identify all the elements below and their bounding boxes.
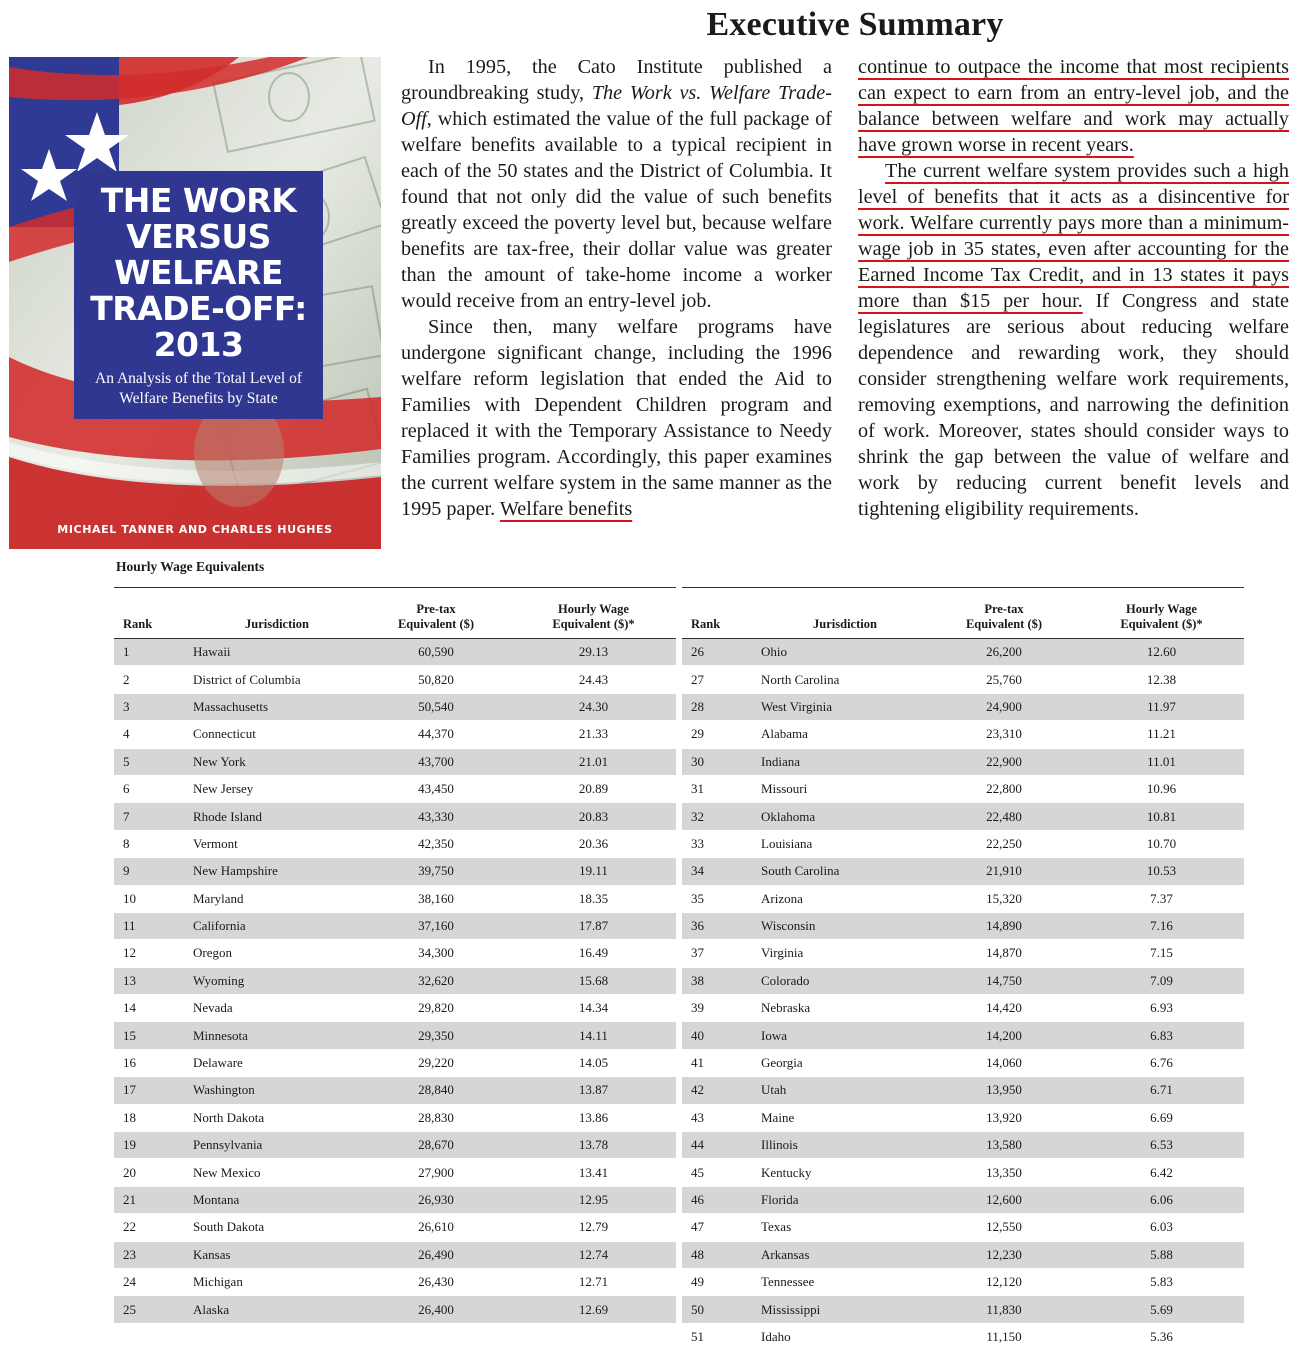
table-row [682,1104,1244,1131]
paragraph-text: Since then, many welfare programs have undergone significant change, including the 1996 welfare reform legislation that ended the Aid to Families with Dependent Children program and replaced it with the Temporary Assistance to Needy Families program. Accordingly, this paper examines the current welfare system in the same manner as the 1995 paper. [401,316,832,520]
cell-hourly: 6.76 [1079,1049,1244,1076]
cell-rank: 47 [682,1214,761,1241]
cell-rank: 15 [114,1022,193,1049]
cell-jurisdiction: Rhode Island [193,803,361,830]
cell-rank: 33 [682,830,761,857]
table-row [114,967,676,994]
table-row [682,1241,1244,1268]
cell-hourly: 6.06 [1079,1186,1244,1213]
cell-jurisdiction: Texas [761,1214,929,1241]
table-row [114,995,676,1022]
cell-pretax: 13,350 [929,1159,1079,1186]
table-row [114,885,676,912]
cell-jurisdiction: Utah [761,1077,929,1104]
cell-rank: 43 [682,1104,761,1131]
cell-jurisdiction: New Hampshire [193,858,361,885]
cell-jurisdiction: North Dakota [193,1104,361,1131]
cell-jurisdiction: Pennsylvania [193,1132,361,1159]
table-row [682,639,1244,666]
cell-jurisdiction: Michigan [193,1268,361,1295]
cell-jurisdiction: Mississippi [761,1296,929,1323]
table-row [682,775,1244,802]
cell-rank: 49 [682,1268,761,1295]
header-pretax: Pre-tax Equivalent ($) [361,588,511,639]
table-row [114,1296,676,1323]
cell-rank: 27 [682,666,761,693]
table-row [682,666,1244,693]
cell-rank: 23 [114,1241,193,1268]
cell-jurisdiction: Connecticut [193,721,361,748]
cell-hourly: 7.09 [1079,967,1244,994]
cell-hourly: 13.41 [511,1159,676,1186]
table-row [114,1241,676,1268]
table-row [114,721,676,748]
cell-hourly: 10.81 [1079,803,1244,830]
table-row [114,1104,676,1131]
cell-pretax: 28,840 [361,1077,511,1104]
cell-pretax: 12,230 [929,1241,1079,1268]
highlighted-text: The current welfare system provides such a high level of benefits that it acts as a disincentive for work. Welfare currently pays more than a minimum-wage job in 35 states, even after accounting for the Earned Income Tax Credit, and in 13 states it pays more than $15 per hour. [858,160,1289,312]
cell-hourly: 14.11 [511,1022,676,1049]
paragraph [401,314,832,522]
cell-hourly: 5.83 [1079,1268,1244,1295]
table-row [114,748,676,775]
cell-rank: 9 [114,858,193,885]
cell-hourly: 6.83 [1079,1022,1244,1049]
cell-pretax: 15,320 [929,885,1079,912]
cell-hourly: 12.38 [1079,666,1244,693]
table-row [114,1077,676,1104]
cell-rank: 21 [114,1186,193,1213]
cell-jurisdiction: South Carolina [761,858,929,885]
study-title: The Work vs. Welfare Trade-Off [401,82,832,130]
cell-hourly: 12.69 [511,1296,676,1323]
cell-pretax: 28,830 [361,1104,511,1131]
cell-hourly: 29.13 [511,639,676,666]
cell-rank: 51 [682,1323,761,1350]
cell-rank: 6 [114,775,193,802]
cell-rank: 4 [114,721,193,748]
cell-hourly: 16.49 [511,940,676,967]
cell-rank: 34 [682,858,761,885]
cell-hourly: 10.70 [1079,830,1244,857]
cell-jurisdiction: South Dakota [193,1214,361,1241]
cell-hourly: 12.74 [511,1241,676,1268]
cell-pretax: 38,160 [361,885,511,912]
paragraph-text: If Congress and state legislatures are serious about reducing welfare dependence and rewarding work, they should consider strengthening welfare work requirements, removing exemptions, and narrowing the definition of work. Moreover, states should consider ways to shrink the gap between the value of welfare and work by reducing current benefit levels and tightening eligibility requirements. [858,290,1289,520]
cell-rank: 38 [682,967,761,994]
cell-hourly: 6.42 [1079,1159,1244,1186]
cell-rank: 28 [682,693,761,720]
cell-pretax: 13,580 [929,1132,1079,1159]
cell-pretax: 39,750 [361,858,511,885]
cell-rank: 7 [114,803,193,830]
cell-rank: 44 [682,1132,761,1159]
cell-pretax: 60,590 [361,639,511,666]
cell-pretax: 24,900 [929,693,1079,720]
cell-pretax: 26,930 [361,1186,511,1213]
header-rank: Rank [682,588,761,639]
cell-hourly: 6.71 [1079,1077,1244,1104]
cell-pretax: 26,490 [361,1241,511,1268]
table-row [682,830,1244,857]
cell-rank: 35 [682,885,761,912]
wage-table-right [682,587,1244,1351]
paragraph-text: , which estimated the value of the full package of welfare benefits available to a typical recipient in each of the 50 states and the District of Columbia. It found that not only did the value of such benefits greatly exceed the poverty level but, because welfare benefits are tax-free, their dollar value was greater than the amount of take-home income a worker would receive from an entry-level job. [401,108,832,312]
cell-rank: 29 [682,721,761,748]
cell-rank: 5 [114,748,193,775]
cell-pretax: 13,920 [929,1104,1079,1131]
cell-jurisdiction: New Mexico [193,1159,361,1186]
cell-pretax: 22,900 [929,748,1079,775]
table-row [114,830,676,857]
cell-pretax: 34,300 [361,940,511,967]
cell-hourly: 19.11 [511,858,676,885]
cell-pretax: 26,610 [361,1214,511,1241]
cell-hourly: 24.43 [511,666,676,693]
cell-rank: 32 [682,803,761,830]
table-row [114,1022,676,1049]
cell-pretax: 26,200 [929,639,1079,666]
cell-hourly: 10.53 [1079,858,1244,885]
cell-jurisdiction: Colorado [761,967,929,994]
table-row [114,775,676,802]
cell-jurisdiction: Louisiana [761,830,929,857]
cell-jurisdiction: Iowa [761,1022,929,1049]
cell-jurisdiction: Oklahoma [761,803,929,830]
cell-hourly: 7.15 [1079,940,1244,967]
cell-hourly: 11.21 [1079,721,1244,748]
cover-title [74,183,323,363]
table-row [682,940,1244,967]
cell-jurisdiction: Virginia [761,940,929,967]
table-row [682,1268,1244,1295]
cell-hourly: 13.86 [511,1104,676,1131]
cell-pretax: 29,220 [361,1049,511,1076]
cell-jurisdiction: Alabama [761,721,929,748]
cell-pretax: 26,430 [361,1268,511,1295]
cell-rank: 48 [682,1241,761,1268]
cell-jurisdiction: Idaho [761,1323,929,1350]
cell-rank: 39 [682,995,761,1022]
header-jurisdiction: Jurisdiction [761,588,929,639]
cell-jurisdiction: Arkansas [761,1241,929,1268]
cell-hourly: 12.79 [511,1214,676,1241]
table-row [114,1159,676,1186]
cell-jurisdiction: Arizona [761,885,929,912]
cell-rank: 50 [682,1296,761,1323]
cell-rank: 25 [114,1296,193,1323]
cell-jurisdiction: Wisconsin [761,912,929,939]
cell-rank: 17 [114,1077,193,1104]
cell-rank: 11 [114,912,193,939]
cell-jurisdiction: Nebraska [761,995,929,1022]
paragraph-text: In 1995, the Cato Institute published a groundbreaking study, [401,56,832,104]
cell-jurisdiction: Florida [761,1186,929,1213]
paragraph [858,54,1289,158]
cell-hourly: 10.96 [1079,775,1244,802]
summary-column-left [401,54,832,522]
table-row [682,721,1244,748]
cell-hourly: 12.95 [511,1186,676,1213]
table-row [114,693,676,720]
cell-hourly: 14.34 [511,995,676,1022]
table-row [682,1296,1244,1323]
cell-rank: 20 [114,1159,193,1186]
table-row [682,1022,1244,1049]
cell-rank: 42 [682,1077,761,1104]
table-row [114,666,676,693]
cell-rank: 16 [114,1049,193,1076]
cover-title-line: WELFARE [114,253,283,292]
cell-hourly: 14.05 [511,1049,676,1076]
cell-pretax: 14,890 [929,912,1079,939]
cell-pretax: 26,400 [361,1296,511,1323]
cell-rank: 14 [114,995,193,1022]
cell-jurisdiction: Washington [193,1077,361,1104]
cell-hourly: 12.60 [1079,639,1244,666]
cell-pretax: 14,060 [929,1049,1079,1076]
cell-rank: 19 [114,1132,193,1159]
table-row [114,912,676,939]
cell-jurisdiction: Kansas [193,1241,361,1268]
cover-authors: MICHAEL TANNER AND CHARLES HUGHES [57,523,333,536]
cell-jurisdiction: Illinois [761,1132,929,1159]
table-row [682,1159,1244,1186]
cell-hourly: 15.68 [511,967,676,994]
cell-hourly: 11.97 [1079,693,1244,720]
table-row [682,885,1244,912]
cell-rank: 3 [114,693,193,720]
cell-hourly: 12.71 [511,1268,676,1295]
cell-pretax: 22,480 [929,803,1079,830]
cell-jurisdiction: New Jersey [193,775,361,802]
cell-pretax: 11,150 [929,1323,1079,1350]
table-row [114,1186,676,1213]
cell-rank: 18 [114,1104,193,1131]
cell-hourly: 6.03 [1079,1214,1244,1241]
cell-pretax: 50,540 [361,693,511,720]
cell-rank: 30 [682,748,761,775]
highlighted-text: continue to outpace the income that most recipients can expect to earn from an entry-level job, and the balance between welfare and work may actually have grown worse in recent years. [858,56,1289,156]
table-row [682,1049,1244,1076]
cell-pretax: 28,670 [361,1132,511,1159]
cell-hourly: 7.16 [1079,912,1244,939]
cell-hourly: 6.69 [1079,1104,1244,1131]
cover-title-line: 2013 [153,325,244,364]
cell-hourly: 6.53 [1079,1132,1244,1159]
cell-jurisdiction: Massachusetts [193,693,361,720]
cell-pretax: 14,420 [929,995,1079,1022]
cell-jurisdiction: Delaware [193,1049,361,1076]
cell-pretax: 50,820 [361,666,511,693]
cell-jurisdiction: Nevada [193,995,361,1022]
cell-jurisdiction: Tennessee [761,1268,929,1295]
cell-rank: 41 [682,1049,761,1076]
table-row [682,967,1244,994]
table-row [114,803,676,830]
cell-hourly: 5.88 [1079,1241,1244,1268]
cell-jurisdiction: Wyoming [193,967,361,994]
cell-hourly: 13.78 [511,1132,676,1159]
cell-rank: 8 [114,830,193,857]
cell-rank: 24 [114,1268,193,1295]
table-row [114,1132,676,1159]
header-hourly: Hourly Wage Equivalent ($)* [1079,588,1244,639]
header-hourly: Hourly Wage Equivalent ($)* [511,588,676,639]
table-row [682,1077,1244,1104]
cell-pretax: 12,600 [929,1186,1079,1213]
wage-table-left [114,587,676,1324]
header-rank: Rank [114,588,193,639]
table-row [114,1049,676,1076]
table-row [682,995,1244,1022]
table-row [114,940,676,967]
cell-hourly: 18.35 [511,885,676,912]
cell-rank: 10 [114,885,193,912]
cell-rank: 12 [114,940,193,967]
table-row [682,803,1244,830]
cell-jurisdiction: Minnesota [193,1022,361,1049]
cell-hourly: 17.87 [511,912,676,939]
cover-title-box [74,171,323,419]
cell-hourly: 21.33 [511,721,676,748]
table-row [682,1214,1244,1241]
cell-pretax: 42,350 [361,830,511,857]
cell-hourly: 13.87 [511,1077,676,1104]
table-row [114,858,676,885]
cell-jurisdiction: California [193,912,361,939]
cell-hourly: 7.37 [1079,885,1244,912]
cell-pretax: 25,760 [929,666,1079,693]
table-row [682,1323,1244,1350]
cell-pretax: 14,200 [929,1022,1079,1049]
table-row [682,912,1244,939]
cell-jurisdiction: Alaska [193,1296,361,1323]
cover-title-line: TRADE-OFF: [90,289,307,328]
table-row [682,693,1244,720]
cell-pretax: 13,950 [929,1077,1079,1104]
table-row [682,1186,1244,1213]
book-cover-image [9,57,381,549]
cover-title-line: VERSUS [126,217,271,256]
cell-jurisdiction: North Carolina [761,666,929,693]
cell-pretax: 43,450 [361,775,511,802]
cell-pretax: 43,700 [361,748,511,775]
cell-rank: 13 [114,967,193,994]
cover-title-line: THE WORK [100,181,297,220]
cell-jurisdiction: Maine [761,1104,929,1131]
cell-hourly: 20.36 [511,830,676,857]
cell-jurisdiction: Hawaii [193,639,361,666]
table-row [114,1268,676,1295]
cell-hourly: 20.89 [511,775,676,802]
cell-jurisdiction: Kentucky [761,1159,929,1186]
cell-hourly: 20.83 [511,803,676,830]
cell-jurisdiction: Montana [193,1186,361,1213]
table-row [114,639,676,666]
cell-pretax: 21,910 [929,858,1079,885]
cell-hourly: 5.36 [1079,1323,1244,1350]
cell-pretax: 22,250 [929,830,1079,857]
table-header-row [114,588,676,639]
paragraph [401,54,832,314]
cell-jurisdiction: Missouri [761,775,929,802]
cell-pretax: 29,820 [361,995,511,1022]
cell-pretax: 14,750 [929,967,1079,994]
cell-jurisdiction: West Virginia [761,693,929,720]
cell-hourly: 21.01 [511,748,676,775]
table-header-row [682,588,1244,639]
cell-rank: 37 [682,940,761,967]
table-row [682,858,1244,885]
cell-pretax: 12,550 [929,1214,1079,1241]
page-title: Executive Summary [706,6,1004,43]
header-pretax: Pre-tax Equivalent ($) [929,588,1079,639]
cell-rank: 45 [682,1159,761,1186]
cell-jurisdiction: Maryland [193,885,361,912]
cell-rank: 36 [682,912,761,939]
cell-pretax: 11,830 [929,1296,1079,1323]
cell-pretax: 12,120 [929,1268,1079,1295]
cell-rank: 40 [682,1022,761,1049]
cell-hourly: 5.69 [1079,1296,1244,1323]
cell-jurisdiction: Georgia [761,1049,929,1076]
cell-rank: 2 [114,666,193,693]
cell-rank: 1 [114,639,193,666]
summary-column-right [858,54,1289,522]
table-caption: Hourly Wage Equivalents [116,559,265,574]
cell-rank: 31 [682,775,761,802]
cell-pretax: 27,900 [361,1159,511,1186]
table-row [114,1214,676,1241]
cell-jurisdiction: Vermont [193,830,361,857]
table-row [682,748,1244,775]
highlighted-text: Welfare benefits [499,498,633,520]
paragraph [858,158,1289,522]
cell-pretax: 22,800 [929,775,1079,802]
cell-pretax: 44,370 [361,721,511,748]
cell-pretax: 14,870 [929,940,1079,967]
cell-hourly: 11.01 [1079,748,1244,775]
cell-pretax: 32,620 [361,967,511,994]
cell-hourly: 6.93 [1079,995,1244,1022]
cell-rank: 26 [682,639,761,666]
cell-jurisdiction: Indiana [761,748,929,775]
table-row [682,1132,1244,1159]
cell-pretax: 29,350 [361,1022,511,1049]
cell-pretax: 37,160 [361,912,511,939]
cell-hourly: 24.30 [511,693,676,720]
cell-pretax: 43,330 [361,803,511,830]
cell-rank: 22 [114,1214,193,1241]
cell-jurisdiction: Ohio [761,639,929,666]
cell-jurisdiction: New York [193,748,361,775]
header-jurisdiction: Jurisdiction [193,588,361,639]
cover-subtitle: An Analysis of the Total Level of Welfare Benefits by State [95,370,302,407]
cell-jurisdiction: Oregon [193,940,361,967]
cell-jurisdiction: District of Columbia [193,666,361,693]
cell-rank: 46 [682,1186,761,1213]
cell-pretax: 23,310 [929,721,1079,748]
